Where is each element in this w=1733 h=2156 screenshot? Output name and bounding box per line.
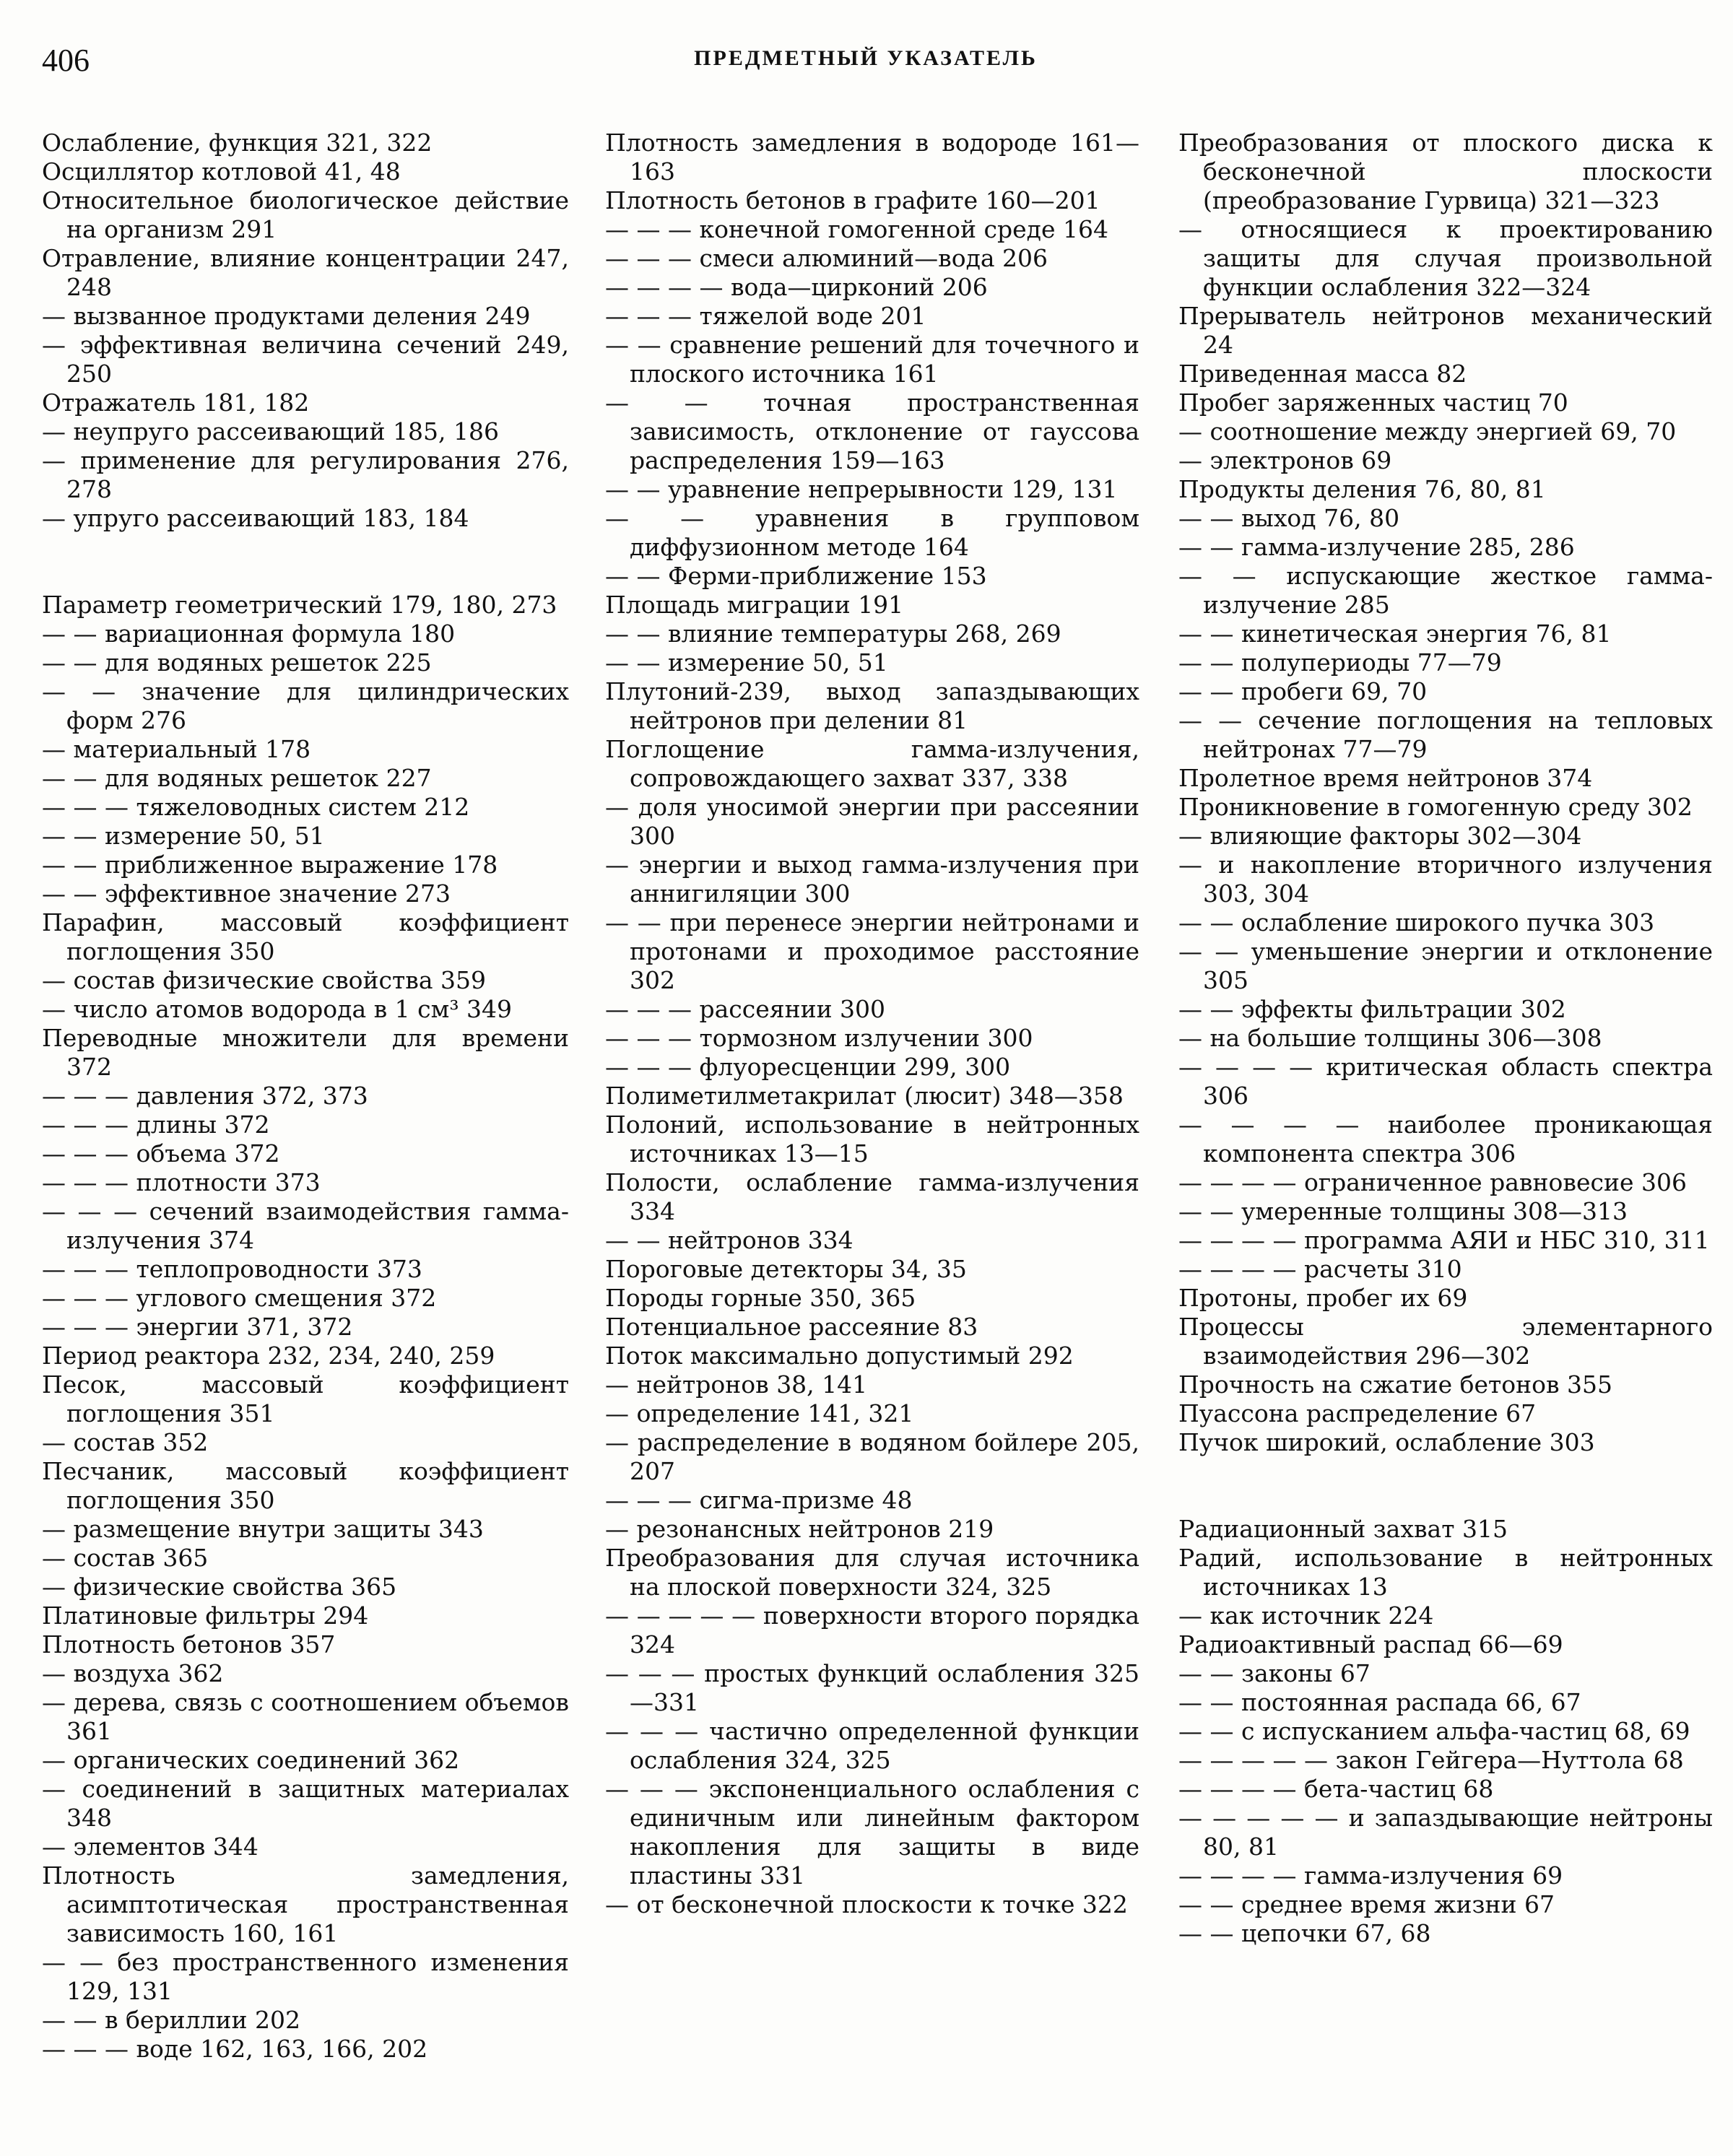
index-entry: Пучок широкий, ослабление 303 [1178, 1428, 1595, 1456]
index-entry: Плотность замедления, асимптотическая пространственная зависимость 160, 161 [42, 1861, 569, 1947]
index-entry: — — — тяжелой воде 201 [605, 302, 926, 330]
index-entry: — — — — ограниченное равновесие 306 [1178, 1168, 1687, 1196]
index-entry: Пуассона распределение 67 [1178, 1399, 1537, 1427]
index-entry: Переводные множители для времени 372 [42, 1024, 569, 1081]
index-entry: — — — энергии 371, 372 [42, 1313, 353, 1341]
index-entry: — — — смеси алюминий—вода 206 [605, 244, 1048, 272]
index-entry: — материальный 178 [42, 735, 311, 763]
index-entry: — — — тормозном излучении 300 [605, 1024, 1033, 1052]
index-entry: — соединений в защитных материалах 348 [42, 1775, 569, 1832]
index-entry: Пороговые детекторы 34, 35 [605, 1255, 967, 1283]
index-entry: — — при перенесе энергии нейтронами и протонами и проходимое расстояние 302 [605, 908, 1139, 994]
index-entry: — — гамма-излучение 285, 286 [1178, 533, 1575, 561]
index-entry: Площадь миграции 191 [605, 591, 904, 619]
index-entry: — и накопление вторичного излучения 303, 304 [1178, 851, 1713, 908]
index-entry: Плотность замедления в водороде 161—163 [605, 129, 1139, 186]
index-entry: — состав 365 [42, 1544, 209, 1572]
index-entry: — — — сигма-призме 48 [605, 1486, 913, 1514]
index-entry: — — — теплопроводности 373 [42, 1255, 422, 1283]
index-entry: Полоний, использование в нейтронных источниках 13—15 [605, 1110, 1139, 1168]
index-entry: — — уравнения в групповом диффузионном методе 164 [605, 504, 1139, 561]
index-entry: Отравление, влияние концентрации 247, 248 [42, 244, 569, 301]
index-entry: — — — экспоненциального ослабления с единичным или линейным фактором накопления для защиты в виде пластины 331 [605, 1775, 1139, 1890]
index-entry: — от бесконечной плоскости к точке 322 [605, 1890, 1128, 1918]
index-entry: Парафин, массовый коэффициент поглощения 350 [42, 908, 569, 965]
index-entry: — упруго рассеивающий 183, 184 [42, 504, 469, 532]
index-entry: — резонансных нейтронов 219 [605, 1515, 994, 1543]
index-entry: Преобразования от плоского диска к бесконечной плоскости (преобразование Гурвица) 321—323 [1178, 129, 1713, 214]
index-entry: — нейтронов 38, 141 [605, 1370, 868, 1399]
index-entry: — органических соединений 362 [42, 1746, 460, 1774]
index-entry: Продукты деления 76, 80, 81 [1178, 475, 1546, 503]
index-entry: Период реактора 232, 234, 240, 259 [42, 1342, 495, 1370]
index-entry: — применение для регулирования 276, 278 [42, 446, 569, 503]
index-entry: — — — плотности 373 [42, 1168, 321, 1196]
index-entry: — состав физические свойства 359 [42, 966, 486, 994]
index-entry: — — для водяных решеток 227 [42, 764, 432, 792]
index-entry: Процессы элементарного взаимодействия 296—302 [1178, 1313, 1713, 1370]
index-entry: — — умеренные толщины 308—313 [1178, 1197, 1628, 1225]
index-entry: — доля уносимой энергии при рассеянии 300 [605, 793, 1139, 850]
index-entry: — — цепочки 67, 68 [1178, 1919, 1431, 1947]
index-entry: — — — — бета-частиц 68 [1178, 1775, 1494, 1803]
index-entry: — — уравнение непрерывности 129, 131 [605, 475, 1118, 503]
index-entry: — — без пространственного изменения 129, 131 [42, 1948, 569, 2005]
index-entry: — — сечение поглощения на тепловых нейтронах 77—79 [1178, 706, 1713, 763]
index-entry: — — — — программа АЯИ и НБС 310, 311 [1178, 1226, 1710, 1254]
index-entry: — — уменьшение энергии и отклонение 305 [1178, 937, 1713, 994]
index-entry: Прочность на сжатие бетонов 355 [1178, 1370, 1613, 1399]
index-entry: — соотношение между энергией 69, 70 [1178, 417, 1677, 445]
index-entry: — — — флуоресценции 299, 300 [605, 1053, 1011, 1081]
index-entry: — — Ферми-приближение 153 [605, 562, 987, 590]
index-entry: — — в бериллии 202 [42, 2006, 300, 2034]
index-entry: Ослабление, функция 321, 322 [42, 129, 433, 157]
index-entry: — — выход 76, 80 [1178, 504, 1400, 532]
index-entry: — — — — — поверхности второго порядка 324 [605, 1601, 1139, 1659]
index-entry: — — нейтронов 334 [605, 1226, 854, 1254]
index-entry: Поглощение гамма-излучения, сопровождающего захват 337, 338 [605, 735, 1139, 792]
index-entry: Полости, ослабление гамма-излучения 334 [605, 1168, 1139, 1225]
index-entry: — — эффективное значение 273 [42, 879, 451, 908]
index-entry: — — — — наиболее проникающая компонента спектра 306 [1178, 1110, 1713, 1168]
index-entry: — относящиеся к проектированию защиты для случая произвольной функции ослабления 322—324 [1178, 215, 1713, 301]
index-entry: — число атомов водорода в 1 см³ 349 [42, 995, 513, 1023]
index-entry: — электронов 69 [1178, 446, 1392, 474]
index-entry: — — — — гамма-излучения 69 [1178, 1861, 1563, 1890]
index-entry: — эффективная величина сечений 249, 250 [42, 331, 569, 388]
index-entry: — — законы 67 [1178, 1659, 1371, 1687]
index-entry: Породы горные 350, 365 [605, 1284, 916, 1312]
index-entry: Песчаник, массовый коэффициент поглощения 350 [42, 1457, 569, 1514]
index-entry: — — — — расчеты 310 [1178, 1255, 1462, 1283]
index-entry: — на большие толщины 306—308 [1178, 1024, 1602, 1052]
index-entry: Протоны, пробег их 69 [1178, 1284, 1468, 1312]
index-entry: — — испускающие жесткое гамма-излучение 285 [1178, 562, 1713, 619]
index-entry: — — — сечений взаимодействия гамма-излучения 374 [42, 1197, 569, 1254]
index-entry: — — — — — и запаздывающие нейтроны 80, 81 [1178, 1804, 1713, 1861]
index-entry: — — для водяных решеток 225 [42, 648, 432, 677]
index-entry: — — эффекты фильтрации 302 [1178, 995, 1566, 1023]
index-entry: — — влияние температуры 268, 269 [605, 620, 1061, 648]
index-entry: — дерева, связь с соотношением объемов 361 [42, 1688, 569, 1745]
index-entry: — — значение для цилиндрических форм 276 [42, 677, 569, 734]
index-entry: — — — объема 372 [42, 1139, 280, 1168]
index-entry: — размещение внутри защиты 343 [42, 1515, 484, 1543]
index-entry: Пролетное время нейтронов 374 [1178, 764, 1593, 792]
index-entry: Радиоактивный распад 66—69 [1178, 1630, 1563, 1659]
index-entry: — — — — вода—цирконий 206 [605, 273, 988, 301]
index-entry: — — — конечной гомогенной среде 164 [605, 215, 1108, 243]
index-entry: Проникновение в гомогенную среду 302 [1178, 793, 1693, 821]
index-entry: Отражатель 181, 182 [42, 388, 310, 417]
index-entry: — — полупериоды 77—79 [1178, 648, 1502, 677]
index-entry: — — вариационная формула 180 [42, 620, 456, 648]
index-entry: — — — рассеянии 300 [605, 995, 886, 1023]
page-number: 406 [42, 43, 90, 78]
index-entry: — неупруго рассеивающий 185, 186 [42, 417, 499, 445]
index-entry: — энергии и выход гамма-излучения при аннигиляции 300 [605, 851, 1139, 908]
index-entry: — — — тяжеловодных систем 212 [42, 793, 470, 821]
index-entry: Полиметилметакрилат (люсит) 348—358 [605, 1082, 1124, 1110]
index-entry: Параметр геометрический 179, 180, 273 [42, 591, 557, 619]
index-entry: — воздуха 362 [42, 1659, 224, 1687]
index-entry: Потенциальное рассеяние 83 [605, 1313, 978, 1341]
index-entry: — — среднее время жизни 67 [1178, 1890, 1555, 1918]
index-entry: Песок, массовый коэффициент поглощения 351 [42, 1370, 569, 1427]
index-entry: Плутоний-239, выход запаздывающих нейтронов при делении 81 [605, 677, 1139, 734]
index-entry: — — — — критическая область спектра 306 [1178, 1053, 1713, 1110]
index-entry: — — — частично определенной функции ослабления 324, 325 [605, 1717, 1139, 1774]
letter-section-gap [42, 533, 569, 591]
index-entry: — как источник 224 [1178, 1601, 1434, 1630]
index-entry: — — — воде 162, 163, 166, 202 [42, 2035, 428, 2063]
letter-section-gap [1178, 1457, 1713, 1515]
index-entry: — определение 141, 321 [605, 1399, 914, 1427]
index-entry: — распределение в водяном бойлере 205, 207 [605, 1428, 1139, 1485]
index-entry: Радий, использование в нейтронных источниках 13 [1178, 1544, 1713, 1601]
index-entry: — — с испусканием альфа-частиц 68, 69 [1178, 1717, 1690, 1745]
index-entry: — — измерение 50, 51 [605, 648, 888, 677]
index-entry: — — — простых функций ослабления 325—331 [605, 1659, 1139, 1716]
index-entry: Пробег заряженных частиц 70 [1178, 388, 1568, 417]
index-entry: — — постоянная распада 66, 67 [1178, 1688, 1581, 1716]
index-column-2 [605, 129, 1139, 1919]
index-entry: Прерыватель нейтронов механический 24 [1178, 302, 1713, 359]
index-entry: — — кинетическая энергия 76, 81 [1178, 620, 1612, 648]
page-header [42, 42, 1690, 85]
index-entry: — — точная пространственная зависимость, отклонение от гауссова распределения 159—163 [605, 388, 1139, 474]
index-entry: — влияющие факторы 302—304 [1178, 822, 1582, 850]
index-entry: — — — давления 372, 373 [42, 1082, 368, 1110]
index-entry: — — приближенное выражение 178 [42, 851, 498, 879]
index-entry: — элементов 344 [42, 1833, 259, 1861]
index-entry: Радиационный захват 315 [1178, 1515, 1508, 1543]
index-entry: Плотность бетонов 357 [42, 1630, 336, 1659]
index-entry: Плотность бетонов в графите 160—201 [605, 186, 1100, 214]
index-column-3 [1178, 129, 1713, 1948]
index-entry: Приведенная масса 82 [1178, 360, 1467, 388]
index-entry: Преобразования для случая источника на плоской поверхности 324, 325 [605, 1544, 1139, 1601]
index-entry: — — измерение 50, 51 [42, 822, 325, 850]
index-entry: — — ослабление широкого пучка 303 [1178, 908, 1655, 936]
index-entry: — — сравнение решений для точечного и плоского источника 161 [605, 331, 1139, 388]
index-entry: — — — углового смещения 372 [42, 1284, 437, 1312]
running-title: ПРЕДМЕТНЫЙ УКАЗАТЕЛЬ [694, 46, 1038, 70]
index-entry: Платиновые фильтры 294 [42, 1601, 369, 1630]
index-entry: Осциллятор котловой 41, 48 [42, 157, 401, 186]
index-entry: Поток максимально допустимый 292 [605, 1342, 1074, 1370]
index-entry: — вызванное продуктами деления 249 [42, 302, 531, 330]
index-entry: — физические свойства 365 [42, 1573, 397, 1601]
index-column-1 [42, 129, 569, 2064]
index-entry: — — — длины 372 [42, 1110, 270, 1139]
index-entry: — состав 352 [42, 1428, 209, 1456]
index-entry: — — пробеги 69, 70 [1178, 677, 1428, 705]
index-entry: — — — — — закон Гейгера—Нуттола 68 [1178, 1746, 1684, 1774]
index-entry: Относительное биологическое действие на организм 291 [42, 186, 569, 243]
